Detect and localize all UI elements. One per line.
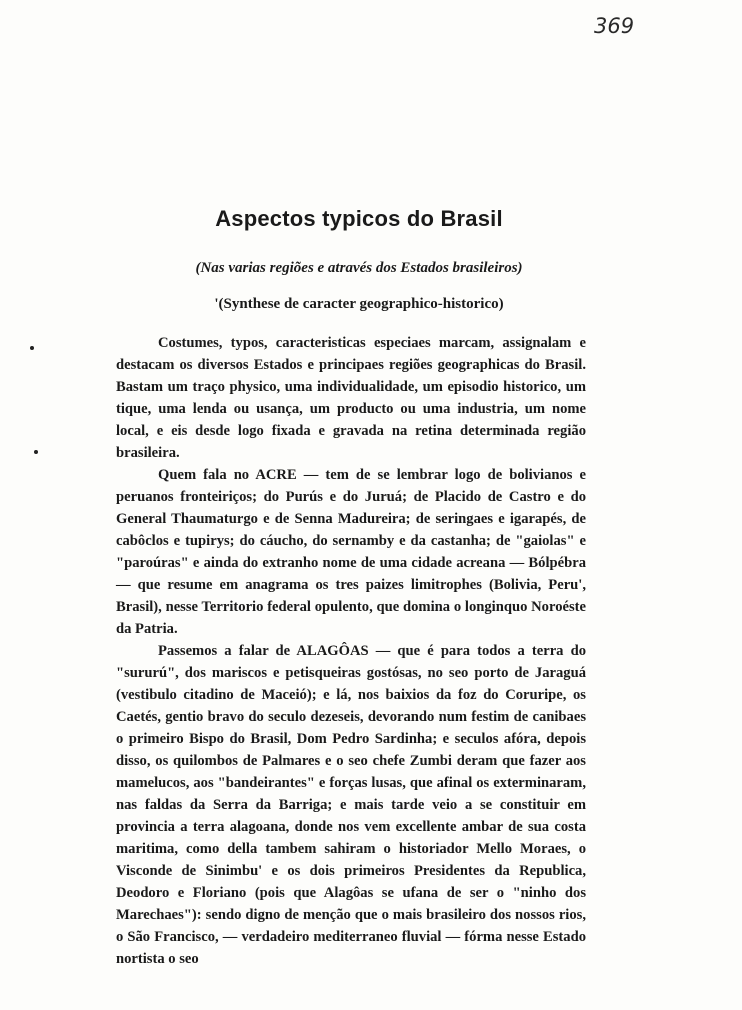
- subtitle: [0, 260, 730, 277]
- page-number: 369: [594, 14, 635, 38]
- margin-mark: [34, 450, 38, 454]
- paragraph-alagoas: Passemos a falar de ALAGÔAS — que é para todos a terra do "sururú", dos mariscos e petisqueiras gostósas, no seo porto de Jaraguá (vestibulo citadino de Maceió); e lá, nos baixios da foz do Coruripe, os Caetés, gentio bravo do seculo dezeseis, devorando num festim de canibaes o primeiro Bispo do Brasil, Dom Pedro Sardinha; e seculos afóra, depois disso, os quilombos de Palmares e o seo chefe Zumbi deram que fazer aos mamelucos, aos "bandeirantes" e forças lusas, que afinal os exterminaram, nas faldas da Serra da Barriga; e mais tarde veio a se constituir em provincia a terra alagoana, donde nos vem excellente ambar de sua costa maritima, como della tambem sahiram o historiador Mello Moraes, o Visconde de Sinimbu' e os dois primeiros Presidentes da Republica, Deodoro e Floriano (pois que Alagôas se ufana de ser o "ninho dos Marechaes"): sendo digno de menção que o mais brasileiro dos nossos rios, o São Francisco, — verdadeiro mediterraneo fluvial — fórma nesse Estado nortista o seo: [116, 643, 586, 967]
- paragraph-acre: Quem fala no ACRE — tem de se lembrar logo de bolivianos e peruanos fronteiriços; do Purús e do Juruá; de Placido de Castro e do General Thaumaturgo e de Senna Madureira; de seringaes e igarapés, de cabôclos e tupirys; do cáucho, do sernamby e da castanha; de "gaiolas" e "paroúras" e ainda do extranho nome de uma cidade acreana — Bólpébra — que resume em anagrama os tres paizes limitrophes (Bolivia, Peru', Brasil), nesse Territorio federal opulento, que domina o longinquo Noroéste da Patria.: [116, 467, 586, 637]
- synthese-line: '(Synthese de caracter geographico-historico): [214, 296, 504, 312]
- page-title: Aspectos typicos do Brasil: [215, 206, 503, 231]
- subtitle-text: (Nas varias regiões e através dos Estados brasileiros): [195, 260, 523, 276]
- body-text: [116, 332, 586, 970]
- margin-mark: [30, 346, 34, 350]
- paragraph-costumes: Costumes, typos, caracteristicas especiaes marcam, assignalam e destacam os diversos Estados e principaes regiões geographicas do Brasil. Bastam um traço physico, uma individualidade, um episodio historico, um tique, uma lenda ou usança, um producto ou uma industria, um nome local, e eis desde logo fixada e gravada na retina determinada região brasileira.: [116, 335, 586, 461]
